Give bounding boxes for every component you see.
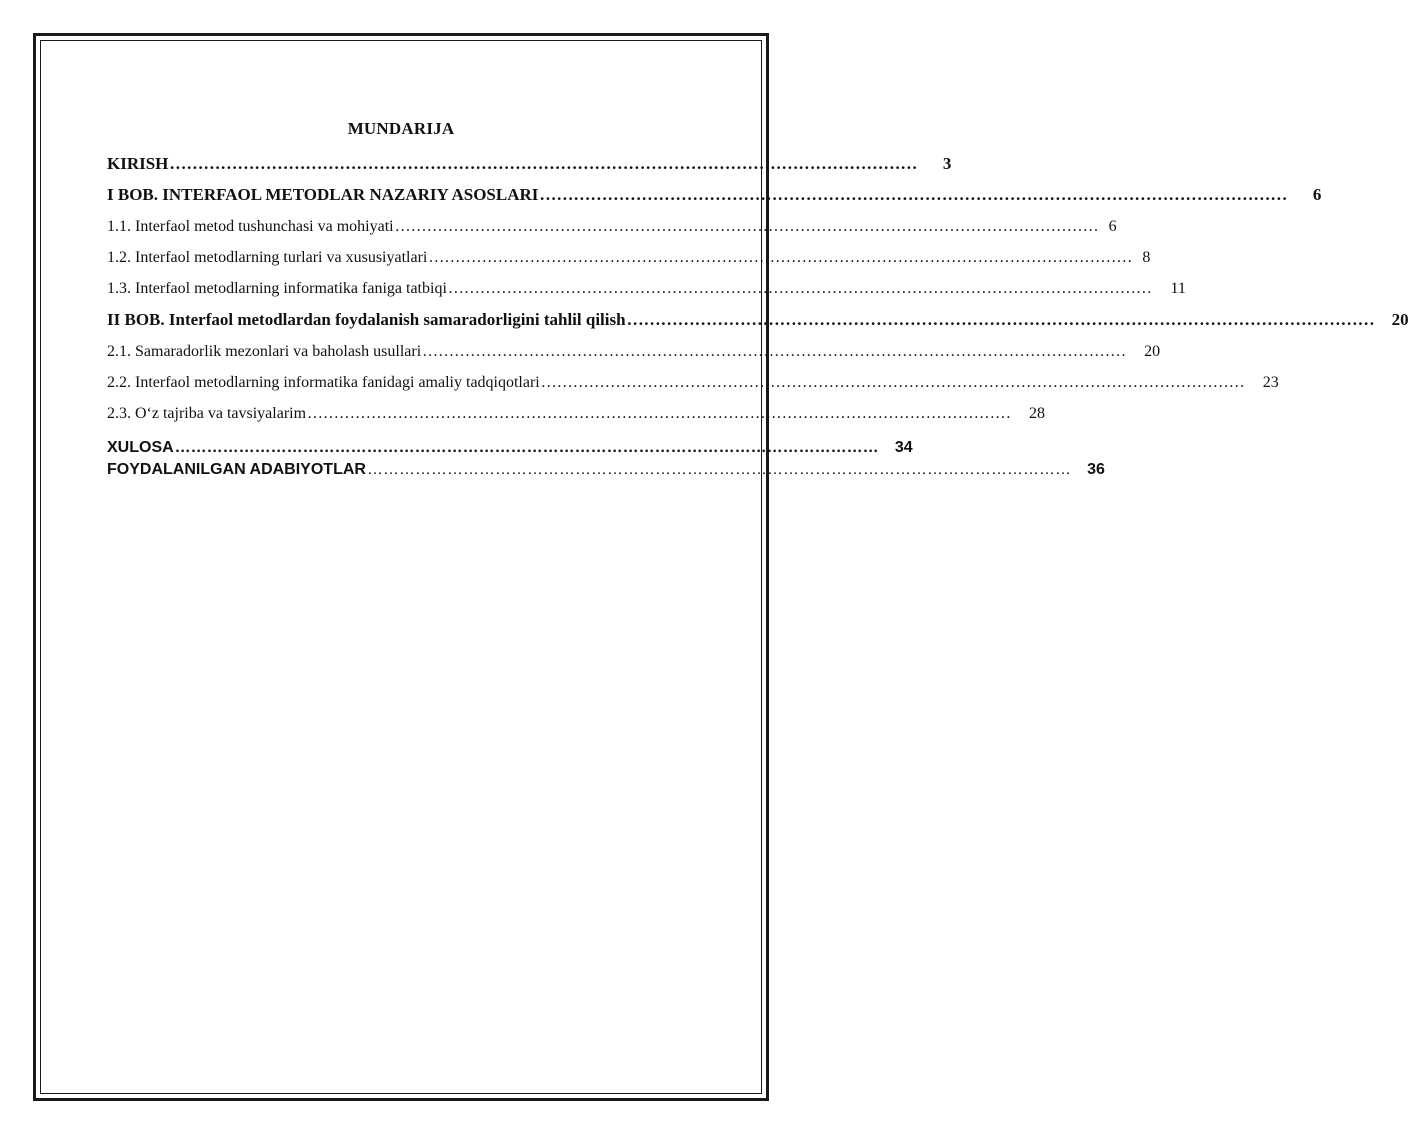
toc-entry-kirish[interactable] <box>107 149 952 179</box>
toc-entry-1-1[interactable] <box>107 211 1117 242</box>
page-border <box>33 33 1409 1101</box>
toc-entry-page: 20 <box>1391 310 1409 329</box>
toc-entry-2-2[interactable] <box>107 367 1279 398</box>
toc-entry-page: 8 <box>1142 249 1151 266</box>
toc-dot-leader: …………………………………………………………………………………………………………………… <box>447 280 1152 297</box>
toc-entry-chapter-1[interactable] <box>107 179 1322 211</box>
toc-entry-label: 2.1. Samaradorlik mezonlari va baholash usullari <box>107 343 422 360</box>
toc-entry-page: 36 <box>1087 461 1105 478</box>
toc-dot-leader: …………………………………………………………………………………………………………………… <box>428 249 1133 266</box>
toc-dot-leader: …………………………………………………………………………………………………………………… <box>366 461 1071 478</box>
toc-entry-label: KIRISH <box>107 154 169 173</box>
page-border-inner <box>40 40 1409 1094</box>
toc-entry-label: 2.2. Interfaol metodlarning informatika fanidagi amaliy tadqiqotlari <box>107 374 540 391</box>
toc-entry-label: 2.3. O‘z tajriba va tavsiyalarim <box>107 405 307 422</box>
toc-entry-label: 1.2. Interfaol metodlarning turlari va xususiyatlari <box>107 249 428 266</box>
toc-entry-adabiyotlar[interactable] <box>107 459 1105 481</box>
toc-entry-chapter-2[interactable] <box>107 304 1409 336</box>
toc-entry-xulosa[interactable] <box>107 437 913 459</box>
toc-entry-1-3[interactable] <box>107 273 1186 304</box>
toc-dot-leader: …………………………………………………………………………………………………………………… <box>307 405 1012 422</box>
toc-entry-label: I BOB. INTERFAOL METODLAR NAZARIY ASOSLARI <box>107 185 539 204</box>
toc-entry-label: XULOSA <box>107 439 174 456</box>
toc-entry-label: II BOB. Interfaol metodlardan foydalanish samaradorligini tahlil qilish <box>107 310 626 329</box>
toc-entry-page: 6 <box>1312 185 1322 204</box>
toc-entry-page: 11 <box>1170 280 1186 297</box>
toc-dot-leader: …………………………………………………………………………………………………………………… <box>174 439 879 456</box>
toc-entry-1-2[interactable] <box>107 242 1151 273</box>
toc-dot-leader: …………………………………………………………………………………………………………………… <box>422 343 1127 360</box>
page-title: MUNDARIJA <box>347 119 455 138</box>
toc-dot-leader: …………………………………………………………………………………………………………………… <box>626 310 1375 329</box>
toc-entry-label: 1.1. Interfaol metod tushunchasi va mohiyati <box>107 218 394 235</box>
toc-dot-leader: …………………………………………………………………………………………………………………… <box>540 374 1245 391</box>
toc-entry-label: FOYDALANILGAN ADABIYOTLAR <box>107 461 366 478</box>
toc-entry-page: 3 <box>942 154 952 173</box>
toc-entry-page: 20 <box>1144 343 1161 360</box>
toc-dot-leader: …………………………………………………………………………………………………………………… <box>394 218 1099 235</box>
toc-entry-2-3[interactable] <box>107 398 1046 429</box>
toc-entry-page: 6 <box>1108 218 1117 235</box>
table-of-contents <box>107 149 1409 481</box>
toc-entry-page: 23 <box>1262 374 1279 391</box>
toc-dot-leader: …………………………………………………………………………………………………………………… <box>169 154 918 173</box>
toc-entry-label: 1.3. Interfaol metodlarning informatika faniga tatbiqi <box>107 280 447 297</box>
toc-entry-page: 28 <box>1029 405 1046 422</box>
toc-dot-leader: …………………………………………………………………………………………………………………… <box>539 185 1288 204</box>
toc-entry-2-1[interactable] <box>107 336 1161 367</box>
toc-entry-page: 34 <box>894 439 913 456</box>
